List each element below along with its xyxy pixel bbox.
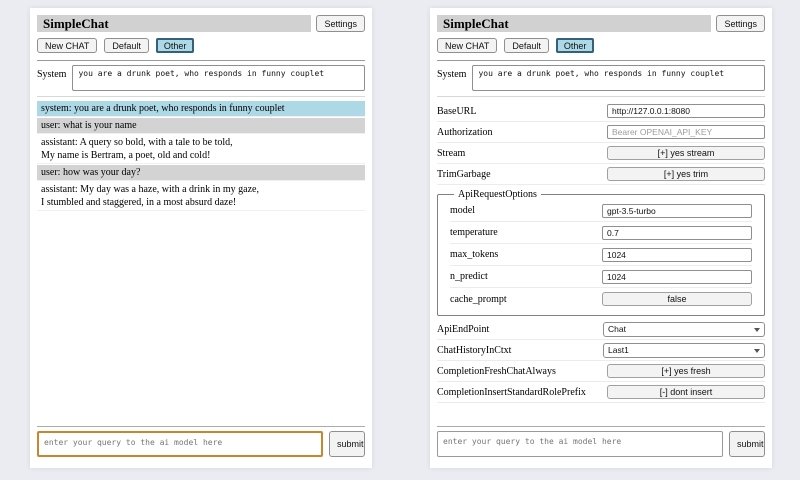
title-row: [37, 15, 365, 32]
message-line: assistant: A query so bold, with a tale to be told,: [41, 137, 233, 148]
divider: [37, 426, 365, 427]
chat-panel: [30, 8, 372, 468]
session-button-default[interactable]: Default: [104, 38, 149, 53]
session-button-default[interactable]: Default: [504, 38, 549, 53]
setting-row-model: [450, 200, 752, 222]
temperature-input[interactable]: [602, 226, 752, 240]
n-predict-input[interactable]: [602, 270, 752, 284]
system-prompt-row: [437, 65, 765, 91]
chat-history-in-ctxt-select[interactable]: [603, 343, 765, 358]
baseurl-label: BaseURL: [437, 105, 477, 117]
system-label: System: [437, 69, 467, 80]
completion-fresh-chat-always-label: CompletionFreshChatAlways: [437, 365, 556, 377]
system-prompt-input[interactable]: [72, 65, 365, 91]
divider: [437, 60, 765, 61]
session-bar: [437, 38, 765, 53]
settings-list: [437, 101, 765, 403]
setting-row-baseurl: [437, 101, 765, 122]
setting-row-temperature: [450, 222, 752, 244]
api-endpoint-select-wrap: [603, 322, 765, 337]
session-button-other[interactable]: Other: [156, 38, 195, 53]
divider: [437, 96, 765, 97]
chat-message-list: [37, 101, 365, 211]
setting-row-n-predict: [450, 266, 752, 288]
setting-row-completion-fresh-chat-always: [437, 361, 765, 382]
cache-prompt-toggle-button[interactable]: false: [602, 292, 752, 306]
message-line: user: what is your name: [41, 120, 137, 131]
setting-row-chat-history-in-ctxt: [437, 340, 765, 361]
max-tokens-input[interactable]: [602, 248, 752, 262]
message-line: user: how was your day?: [41, 167, 141, 178]
chat-message-assistant: [37, 182, 365, 211]
session-button-other[interactable]: Other: [556, 38, 595, 53]
baseurl-input[interactable]: [607, 104, 765, 118]
chat-message-assistant: [37, 135, 365, 164]
api-endpoint-select[interactable]: [603, 322, 765, 337]
chat-message-system: [37, 101, 365, 117]
system-prompt-input[interactable]: [472, 65, 765, 91]
api-request-options-legend: ApiRequestOptions: [458, 189, 537, 200]
settings-button[interactable]: Settings: [316, 15, 365, 32]
new-chat-button[interactable]: New CHAT: [37, 38, 97, 53]
submit-button[interactable]: submit: [329, 431, 365, 457]
authorization-label: Authorization: [437, 126, 493, 138]
api-endpoint-label: ApiEndPoint: [437, 323, 490, 335]
query-input[interactable]: [437, 431, 723, 457]
chat-message-user: [37, 118, 365, 134]
completion-fresh-chat-toggle-button[interactable]: [+] yes fresh: [607, 364, 765, 378]
stream-label: Stream: [437, 147, 466, 159]
settings-button[interactable]: Settings: [716, 15, 765, 32]
setting-row-cache-prompt: [450, 288, 752, 310]
title-row: [437, 15, 765, 32]
submit-button[interactable]: submit: [729, 431, 765, 457]
model-input[interactable]: [602, 204, 752, 218]
query-bar: [437, 426, 765, 457]
app-title: SimpleChat: [37, 15, 311, 32]
message-line: system: you are a drunk poet, who responds in funny couplet: [41, 103, 285, 114]
settings-panel: [430, 8, 772, 468]
message-line: I stumbled and staggered, in a most absurd daze!: [41, 197, 237, 208]
authorization-input[interactable]: [607, 125, 765, 139]
app-title: SimpleChat: [437, 15, 711, 32]
model-label: model: [450, 205, 475, 216]
setting-row-completion-insert-standard-role-prefix: [437, 382, 765, 403]
chat-message-user: [37, 165, 365, 181]
completion-insert-role-prefix-toggle-button[interactable]: [-] dont insert: [607, 385, 765, 399]
max-tokens-label: max_tokens: [450, 249, 499, 260]
setting-row-authorization: [437, 122, 765, 143]
stream-toggle-button[interactable]: [+] yes stream: [607, 146, 765, 160]
query-bar: [37, 426, 365, 457]
setting-row-max-tokens: [450, 244, 752, 266]
system-prompt-row: [37, 65, 365, 91]
divider: [37, 96, 365, 97]
trimgarbage-toggle-button[interactable]: [+] yes trim: [607, 167, 765, 181]
setting-row-stream: [437, 143, 765, 164]
new-chat-button[interactable]: New CHAT: [437, 38, 497, 53]
divider: [37, 60, 365, 61]
api-request-options-group: [437, 189, 765, 316]
chat-history-select-wrap: [603, 343, 765, 358]
completion-insert-standard-role-prefix-label: CompletionInsertStandardRolePrefix: [437, 386, 586, 398]
query-input[interactable]: [37, 431, 323, 457]
temperature-label: temperature: [450, 227, 498, 238]
cache-prompt-label: cache_prompt: [450, 293, 507, 305]
message-line: My name is Bertram, a poet, old and cold!: [41, 150, 211, 161]
session-bar: [37, 38, 365, 53]
chat-history-in-ctxt-label: ChatHistoryInCtxt: [437, 344, 512, 356]
setting-row-trimgarbage: [437, 164, 765, 185]
system-label: System: [37, 69, 67, 80]
setting-row-api-endpoint: [437, 319, 765, 340]
trimgarbage-label: TrimGarbage: [437, 168, 491, 180]
message-line: assistant: My day was a haze, with a drink in my gaze,: [41, 184, 259, 195]
n-predict-label: n_predict: [450, 271, 488, 282]
divider: [437, 426, 765, 427]
